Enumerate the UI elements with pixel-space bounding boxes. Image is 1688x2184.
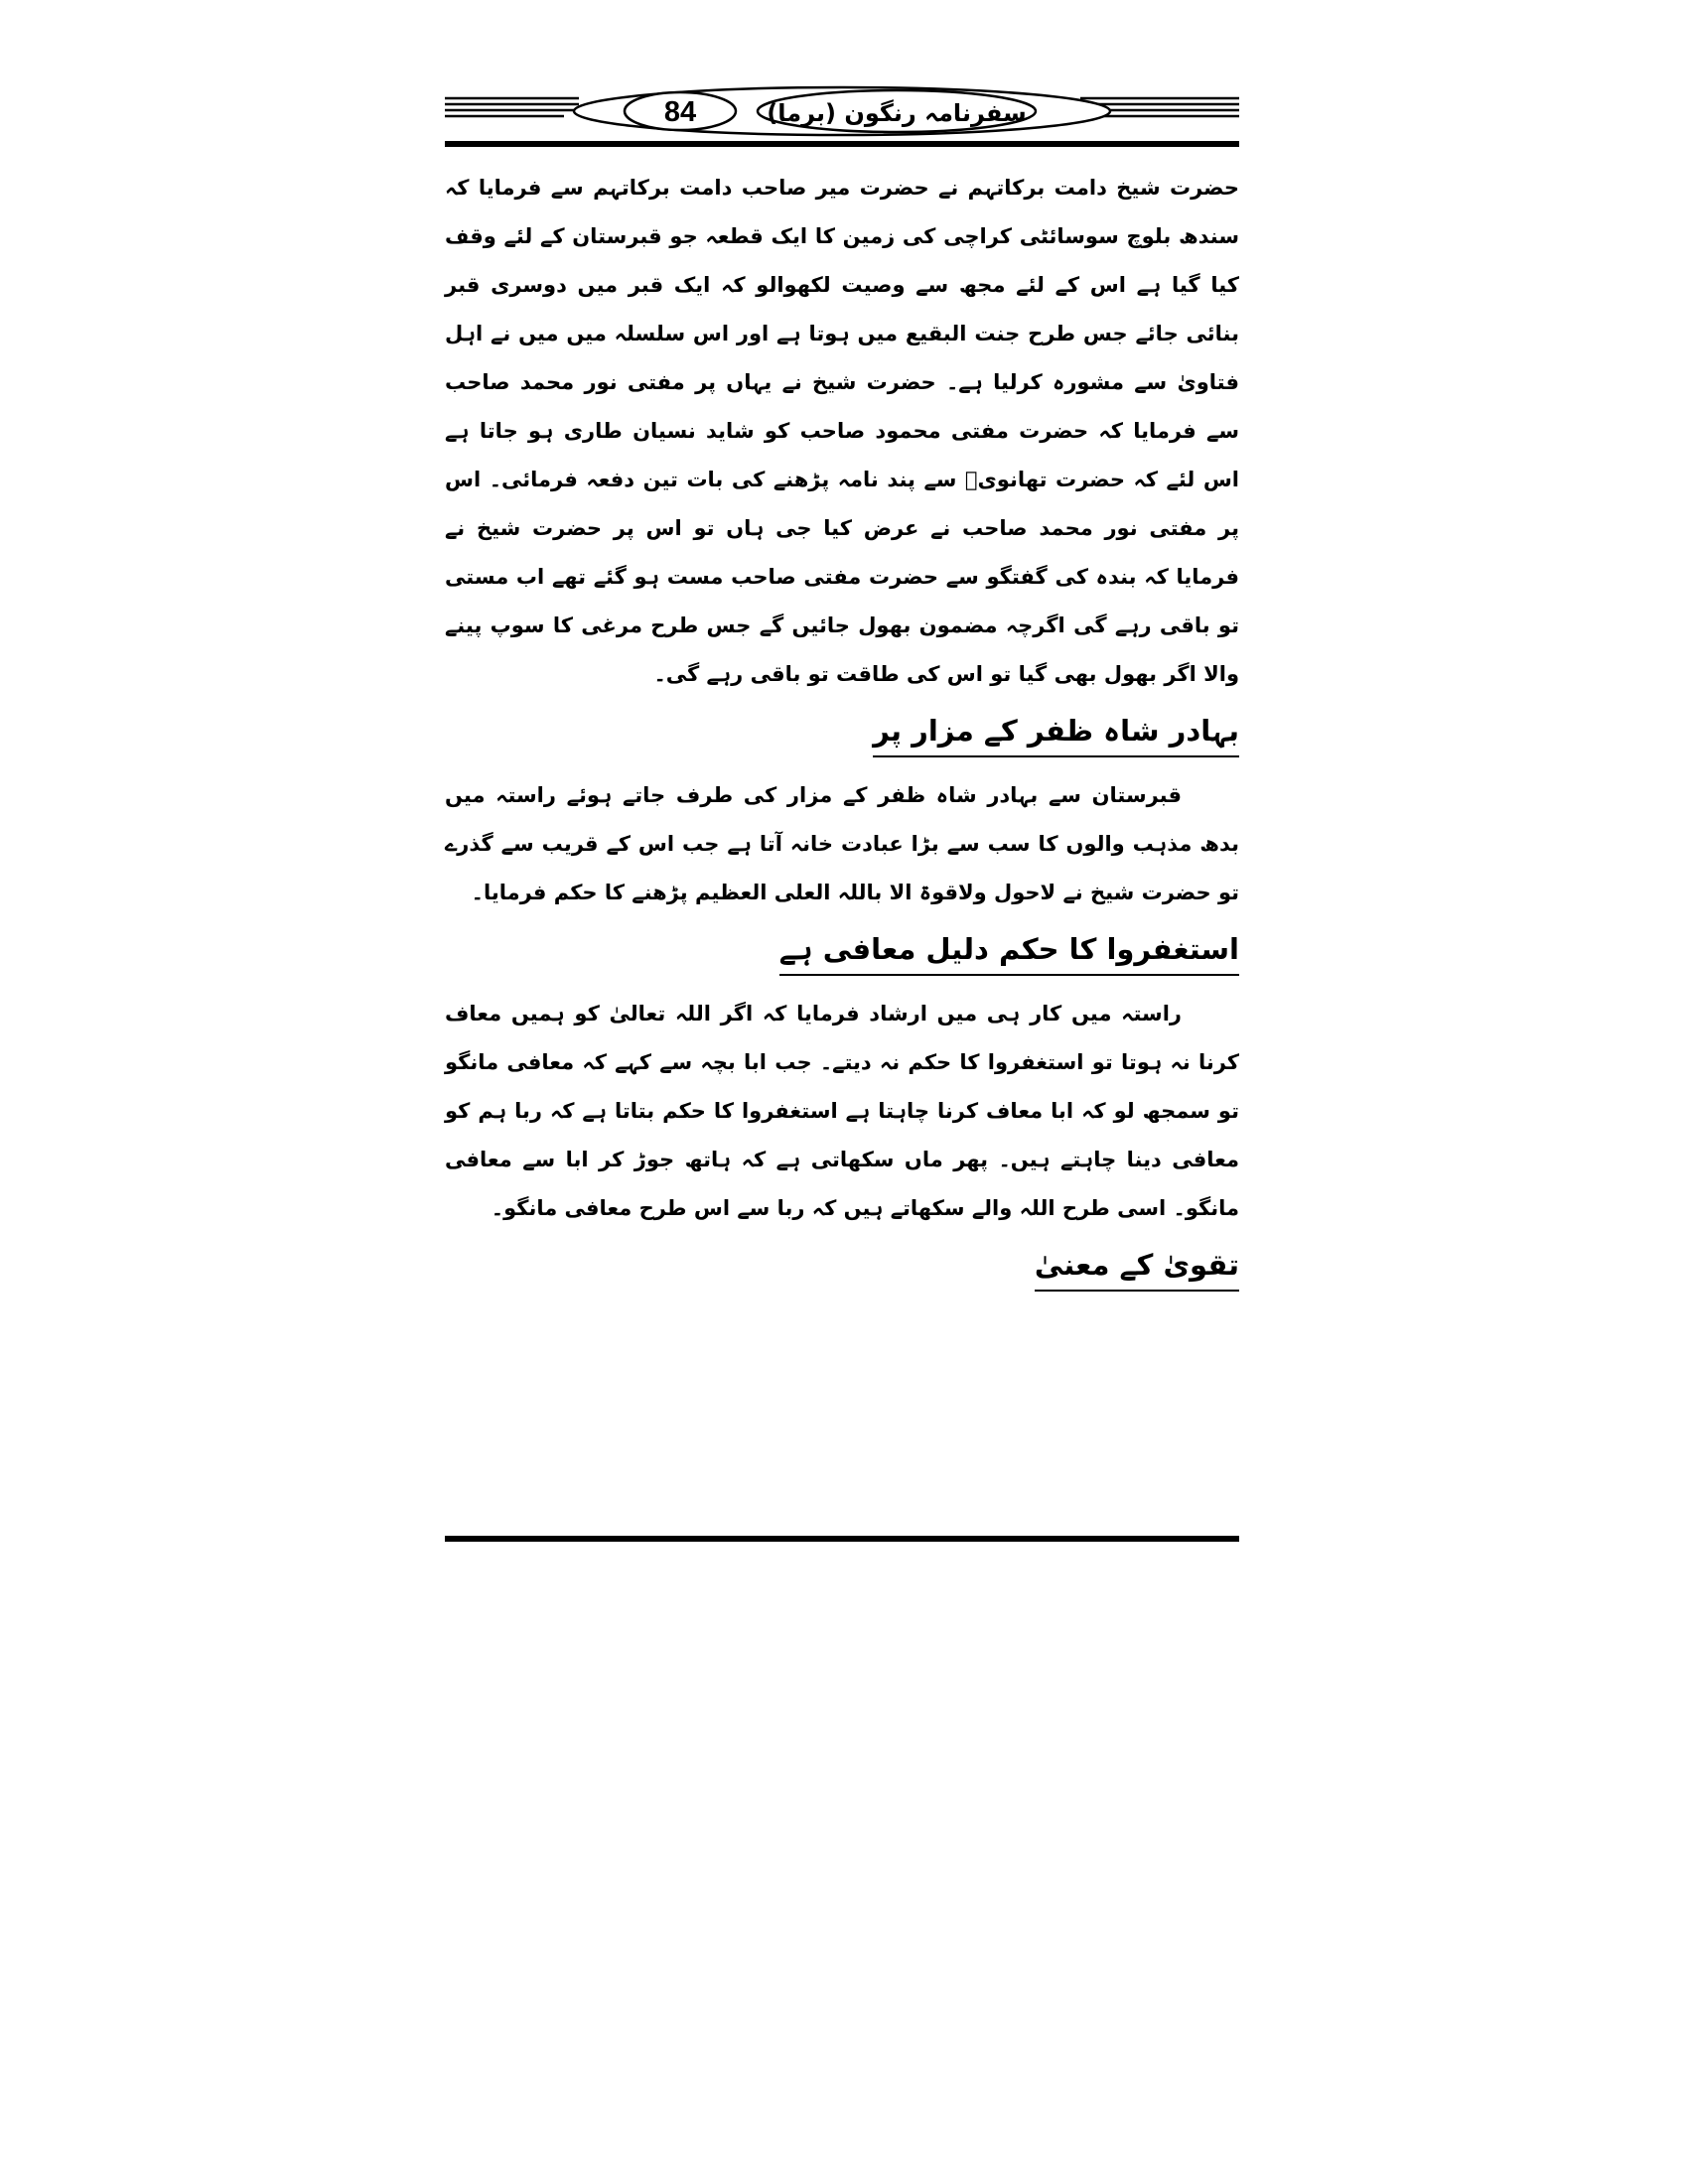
book-page xyxy=(445,84,1239,1549)
section-heading-1 xyxy=(445,707,1239,757)
section-heading-1-text: بہادر شاہ ظفر کے مزار پر xyxy=(873,707,1239,757)
section-heading-3 xyxy=(445,1241,1239,1292)
page-content xyxy=(445,164,1239,1305)
section-heading-3-text: تقویٰ کے معنیٰ xyxy=(1035,1241,1239,1292)
running-header xyxy=(445,84,1239,149)
paragraph-3: راستہ میں کار ہی میں ارشاد فرمایا کہ اگر اللہ تعالیٰ کو ہمیں معاف کرنا نہ ہوتا تو استغفروا کا حکم نہ دیتے۔ جب ابا بچہ سے کہے کہ معافی مانگو تو سمجھ لو کہ ابا معاف کرنا چاہتا ہے استغفروا کا حکم بتاتا ہے کہ ربا ہم کو معافی دینا چاہتے ہیں۔ پھر ماں سکھاتی ہے کہ ہاتھ جوڑ کر ابا سے معافی مانگو۔ اسی طرح اللہ والے سکھاتے ہیں کہ ربا سے اس طرح معافی مانگو۔ xyxy=(445,1002,1239,1220)
paragraph-2: قبرستان سے بہادر شاہ ظفر کے مزار کی طرف جاتے ہوئے راستہ میں بدھ مذہب والوں کا سب سے بڑا عبادت خانہ آتا ہے جب اس کے قریب سے گذرے تو حضرت شیخ نے لاحول ولاقوۃ الا باللہ العلی العظیم پڑھنے کا حکم فرمایا۔ xyxy=(445,783,1239,904)
book-title: سفرنامہ رنگون (برما) xyxy=(767,99,1027,127)
section-heading-2-text: استغفروا کا حکم دلیل معافی ہے xyxy=(779,925,1239,976)
paragraph-1: حضرت شیخ دامت برکاتہم نے حضرت میر صاحب دامت برکاتہم سے فرمایا کہ سندھ بلوچ سوسائٹی کراچی کی زمین کا ایک قطعہ جو قبرستان کے لئے وقف کیا گیا ہے اس کے لئے مجھ سے وصیت لکھوالو کہ ایک قبر میں دوسری قبر بنائی جائے جس طرح جنت البقیع میں ہوتا ہے اور اس سلسلہ میں میں نے اہل فتاویٰ سے مشورہ کرلیا ہے۔ حضرت شیخ نے یہاں پر مفتی نور محمد صاحب سے فرمایا کہ حضرت مفتی محمود صاحب کو شاید نسیان طاری ہو جاتا ہے اس لئے کہ حضرت تھانویؒ سے پند نامہ پڑھنے کی بات تین دفعہ فرمائی۔ اس پر مفتی نور محمد صاحب نے عرض کیا جی ہاں تو اس پر حضرت شیخ نے فرمایا کہ بندہ کی گفتگو سے حضرت مفتی صاحب مست ہو گئے تھے اب مستی تو باقی رہے گی اگرچہ مضمون بھول جائیں گے جس طرح مرغی کا سوپ پینے والا اگر بھول بھی گیا تو اس کی طاقت تو باقی رہے گی۔ xyxy=(445,176,1239,686)
bottom-rule xyxy=(445,1536,1239,1542)
section-heading-2 xyxy=(445,925,1239,976)
page-number: 84 xyxy=(663,95,697,128)
